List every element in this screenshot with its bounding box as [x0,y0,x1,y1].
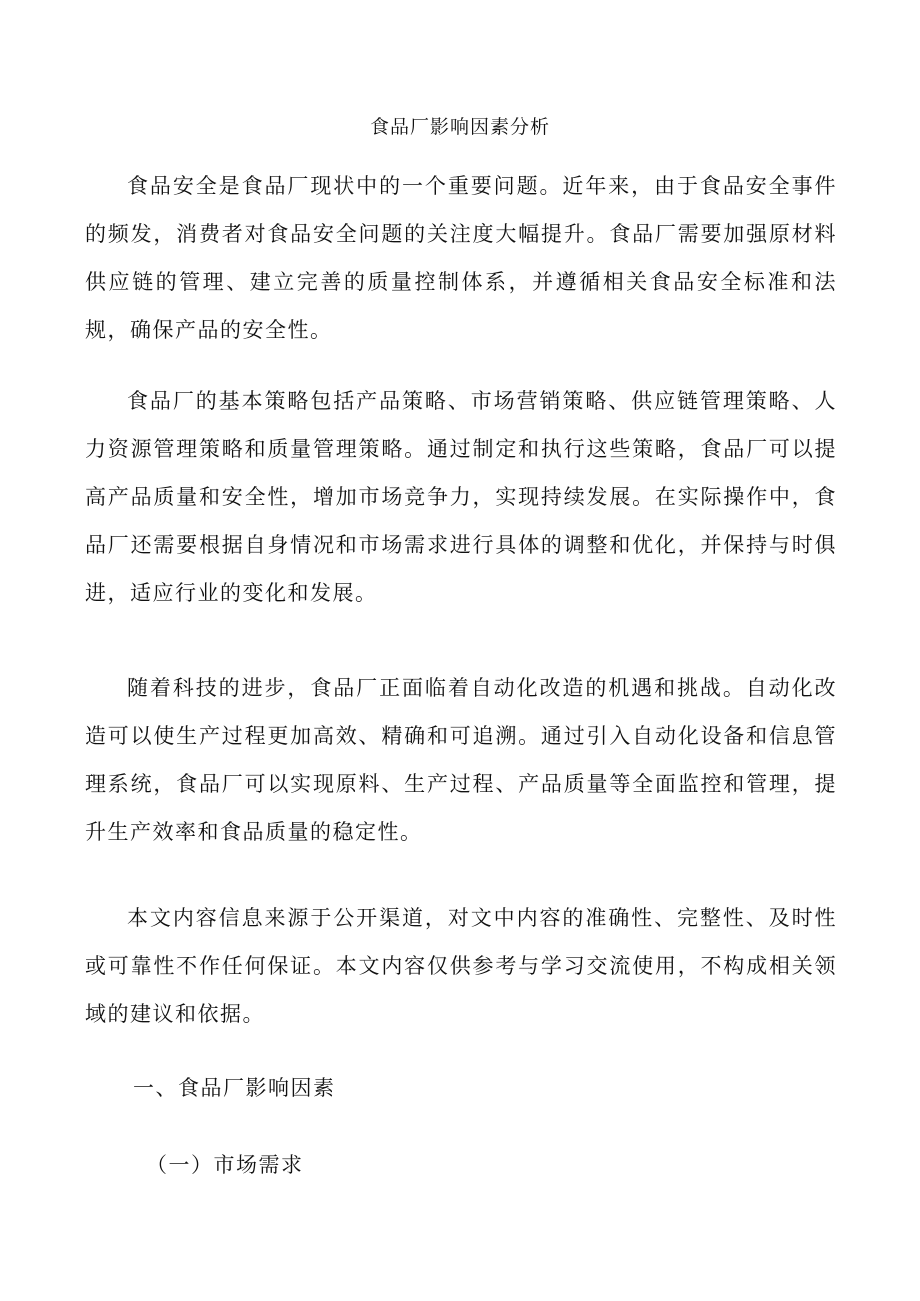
paragraph-basic-strategy: 食品厂的基本策略包括产品策略、市场营销策略、供应链管理策略、人力资源管理策略和质量管理策略。通过制定和执行这些策略，食品厂可以提高产品质量和安全性，增加市场竞争力，实现持续发展。在实际操作中，食品厂还需要根据自身情况和市场需求进行具体的调整和优化，并保持与时俱进，适应行业的变化和发展。 [85,389,837,605]
subsection-heading: （一）市场需求 [146,1153,304,1177]
document-title: 食品厂影响因素分析 [369,116,550,138]
paragraph-disclaimer: 本文内容信息来源于公开渠道，对文中内容的准确性、完整性、及时性或可靠性不作任何保证。本文内容仅供参考与学习交流使用，不构成相关领域的建议和依据。 [85,906,837,1026]
section-heading: 一、食品厂影响因素 [133,1076,336,1100]
paragraph-food-safety: 食品安全是食品厂现状中的一个重要问题。近年来，由于食品安全事件的频发，消费者对食品安全问题的关注度大幅提升。食品厂需要加强原材料供应链的管理、建立完善的质量控制体系，并遵循相关食品安全标准和法规，确保产品的安全性。 [85,174,837,342]
paragraph-automation: 随着科技的进步，食品厂正面临着自动化改造的机遇和挑战。自动化改造可以使生产过程更加高效、精确和可追溯。通过引入自动化设备和信息管理系统，食品厂可以实现原料、生产过程、产品质量等全面监控和管理，提升生产效率和食品质量的稳定性。 [85,676,837,844]
